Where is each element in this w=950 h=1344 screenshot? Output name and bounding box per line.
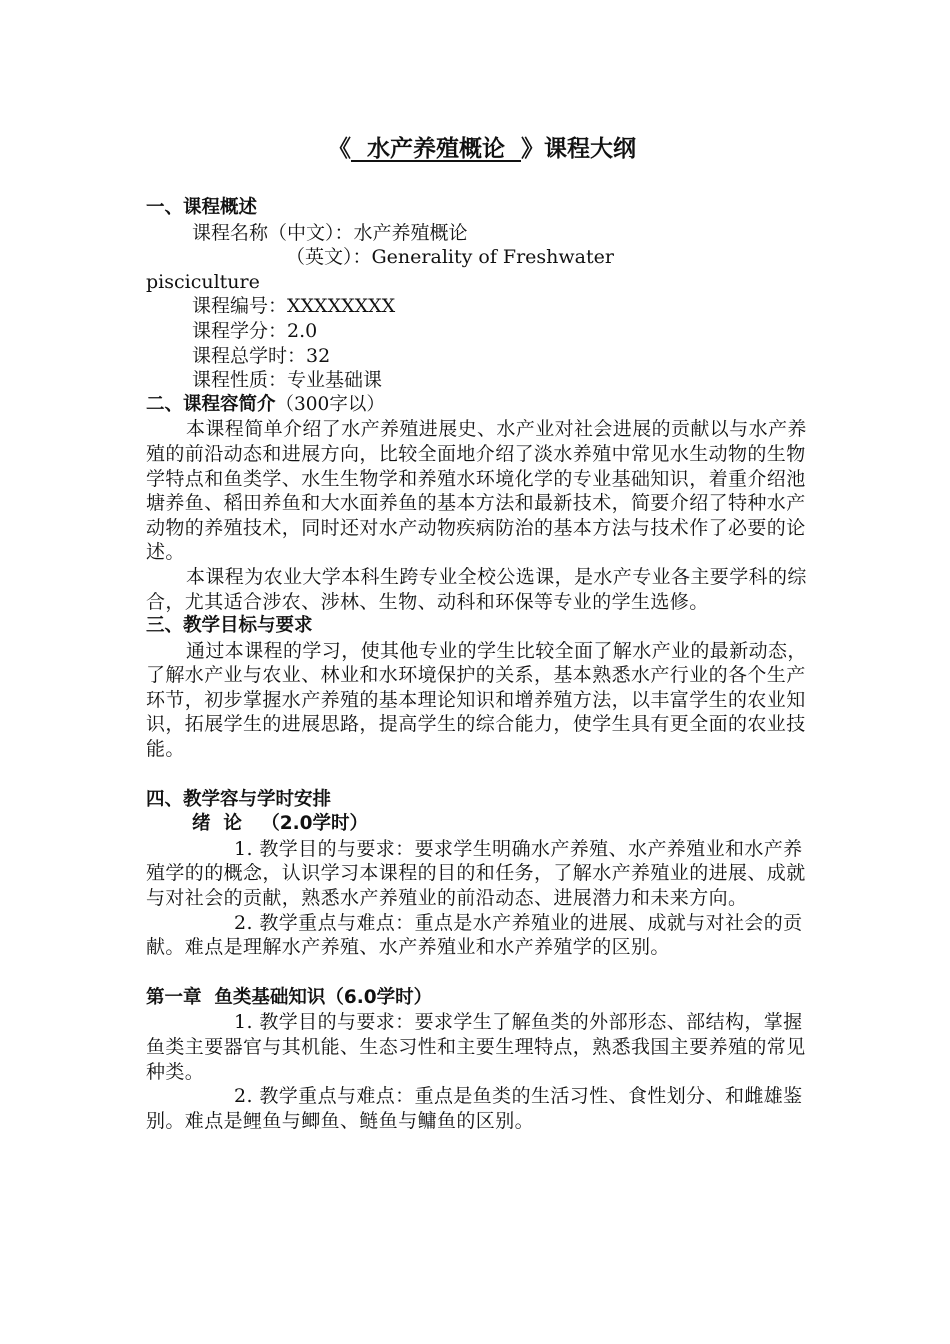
course-name-cn: 课程名称（中文）：水产养殖概论 [192,221,468,244]
section-2-note: （300字以） [275,393,385,415]
title-prefix: 《 [327,135,351,162]
course-name-en-cont: pisciculture [146,270,260,293]
chapter-1-paragraph-2: 2. 教学重点与难点：重点是鱼类的生活习性、食性划分、和雌雄鉴别。难点是鲤鱼与鲫鱼、鲢鱼与鳙鱼的区别。 [146,1085,803,1132]
section-2-heading [146,393,810,418]
title-course-name: 水产养殖概论 [350,135,522,162]
section-2-paragraph-1: 本课程简单介绍了水产养殖进展史、水产业对社会进展的贡献以与水产养殖的前沿动态和进展方向，比较全面地介绍了淡水养殖中常见水生动物的生物学特点和鱼类学、水生生物学和养殖水环境化学的专业基础知识，着重介绍池塘养鱼、稻田养鱼和大水面养鱼的基本方法和最新技术，简要介绍了特种水产动物的养殖技术，同时还对水产动物疾病防治的基本方法与技术作了必要的论述。 [146,418,807,564]
document-title [154,132,810,166]
section-2-paragraph-2: 本课程为农业大学本科生跨专业全校公选课，是水产专业各主要学科的综合，尤其适合涉农、涉林、生物、动科和环保等专业的学生选修。 [146,565,807,613]
course-hours: 课程总学时：32 [192,344,331,367]
section-3-paragraph-1: 通过本课程的学习，使其他专业的学生比较全面了解水产业的最新动态，了解水产业与农业、林业和水环境保护的关系，基本熟悉水产行业的各个生产环节，初步掌握水产养殖的基本理论知识和增养殖方法，以丰富学生的农业知识，拓展学生的进展思路，提高学生的综合能力，使学生具有更全面的农业技能。 [146,639,807,761]
section-1-heading: 一、课程概述 [146,197,258,218]
intro-paragraph-2: 2. 教学重点与难点：重点是水产养殖业的进展、成就与对社会的贡献。难点是理解水产养殖、水产养殖业和水产养殖学的区别。 [146,911,803,959]
course-credit: 课程学分：2.0 [192,319,318,342]
chapter-1-heading: 第一章 鱼类基础知识（6.0学时） [146,986,433,1008]
section-3-heading: 三、教学目标与要求 [146,615,313,637]
title-suffix: 》课程大纲 [521,135,637,162]
chapter-1-paragraph-1: 1. 教学目的与要求：要求学生了解鱼类的外部形态、部结构，掌握鱼类主要器官与其机能、生态习性和主要生理特点，熟悉我国主要养殖的常见种类。 [146,1011,806,1083]
section-2-title: 二、课程容简介 [146,393,276,415]
intro-heading: 绪 论 （2.0学时） [192,813,368,835]
section-4-heading: 四、教学容与学时安排 [146,788,332,810]
course-nature: 课程性质：专业基础课 [192,369,383,392]
intro-paragraph-1: 1. 教学目的与要求：要求学生明确水产养殖、水产养殖业和水产养殖学的的概念，认识学习本课程的目的和任务，了解水产养殖业的进展、成就与对社会的贡献，熟悉水产养殖业的前沿动态、进展潜力和未来方向。 [146,837,806,910]
course-code: 课程编号：XXXXXXXX [192,295,396,318]
syllabus-page [146,132,810,1133]
course-name-en: （英文）：Generality of Freshwater [286,246,614,269]
